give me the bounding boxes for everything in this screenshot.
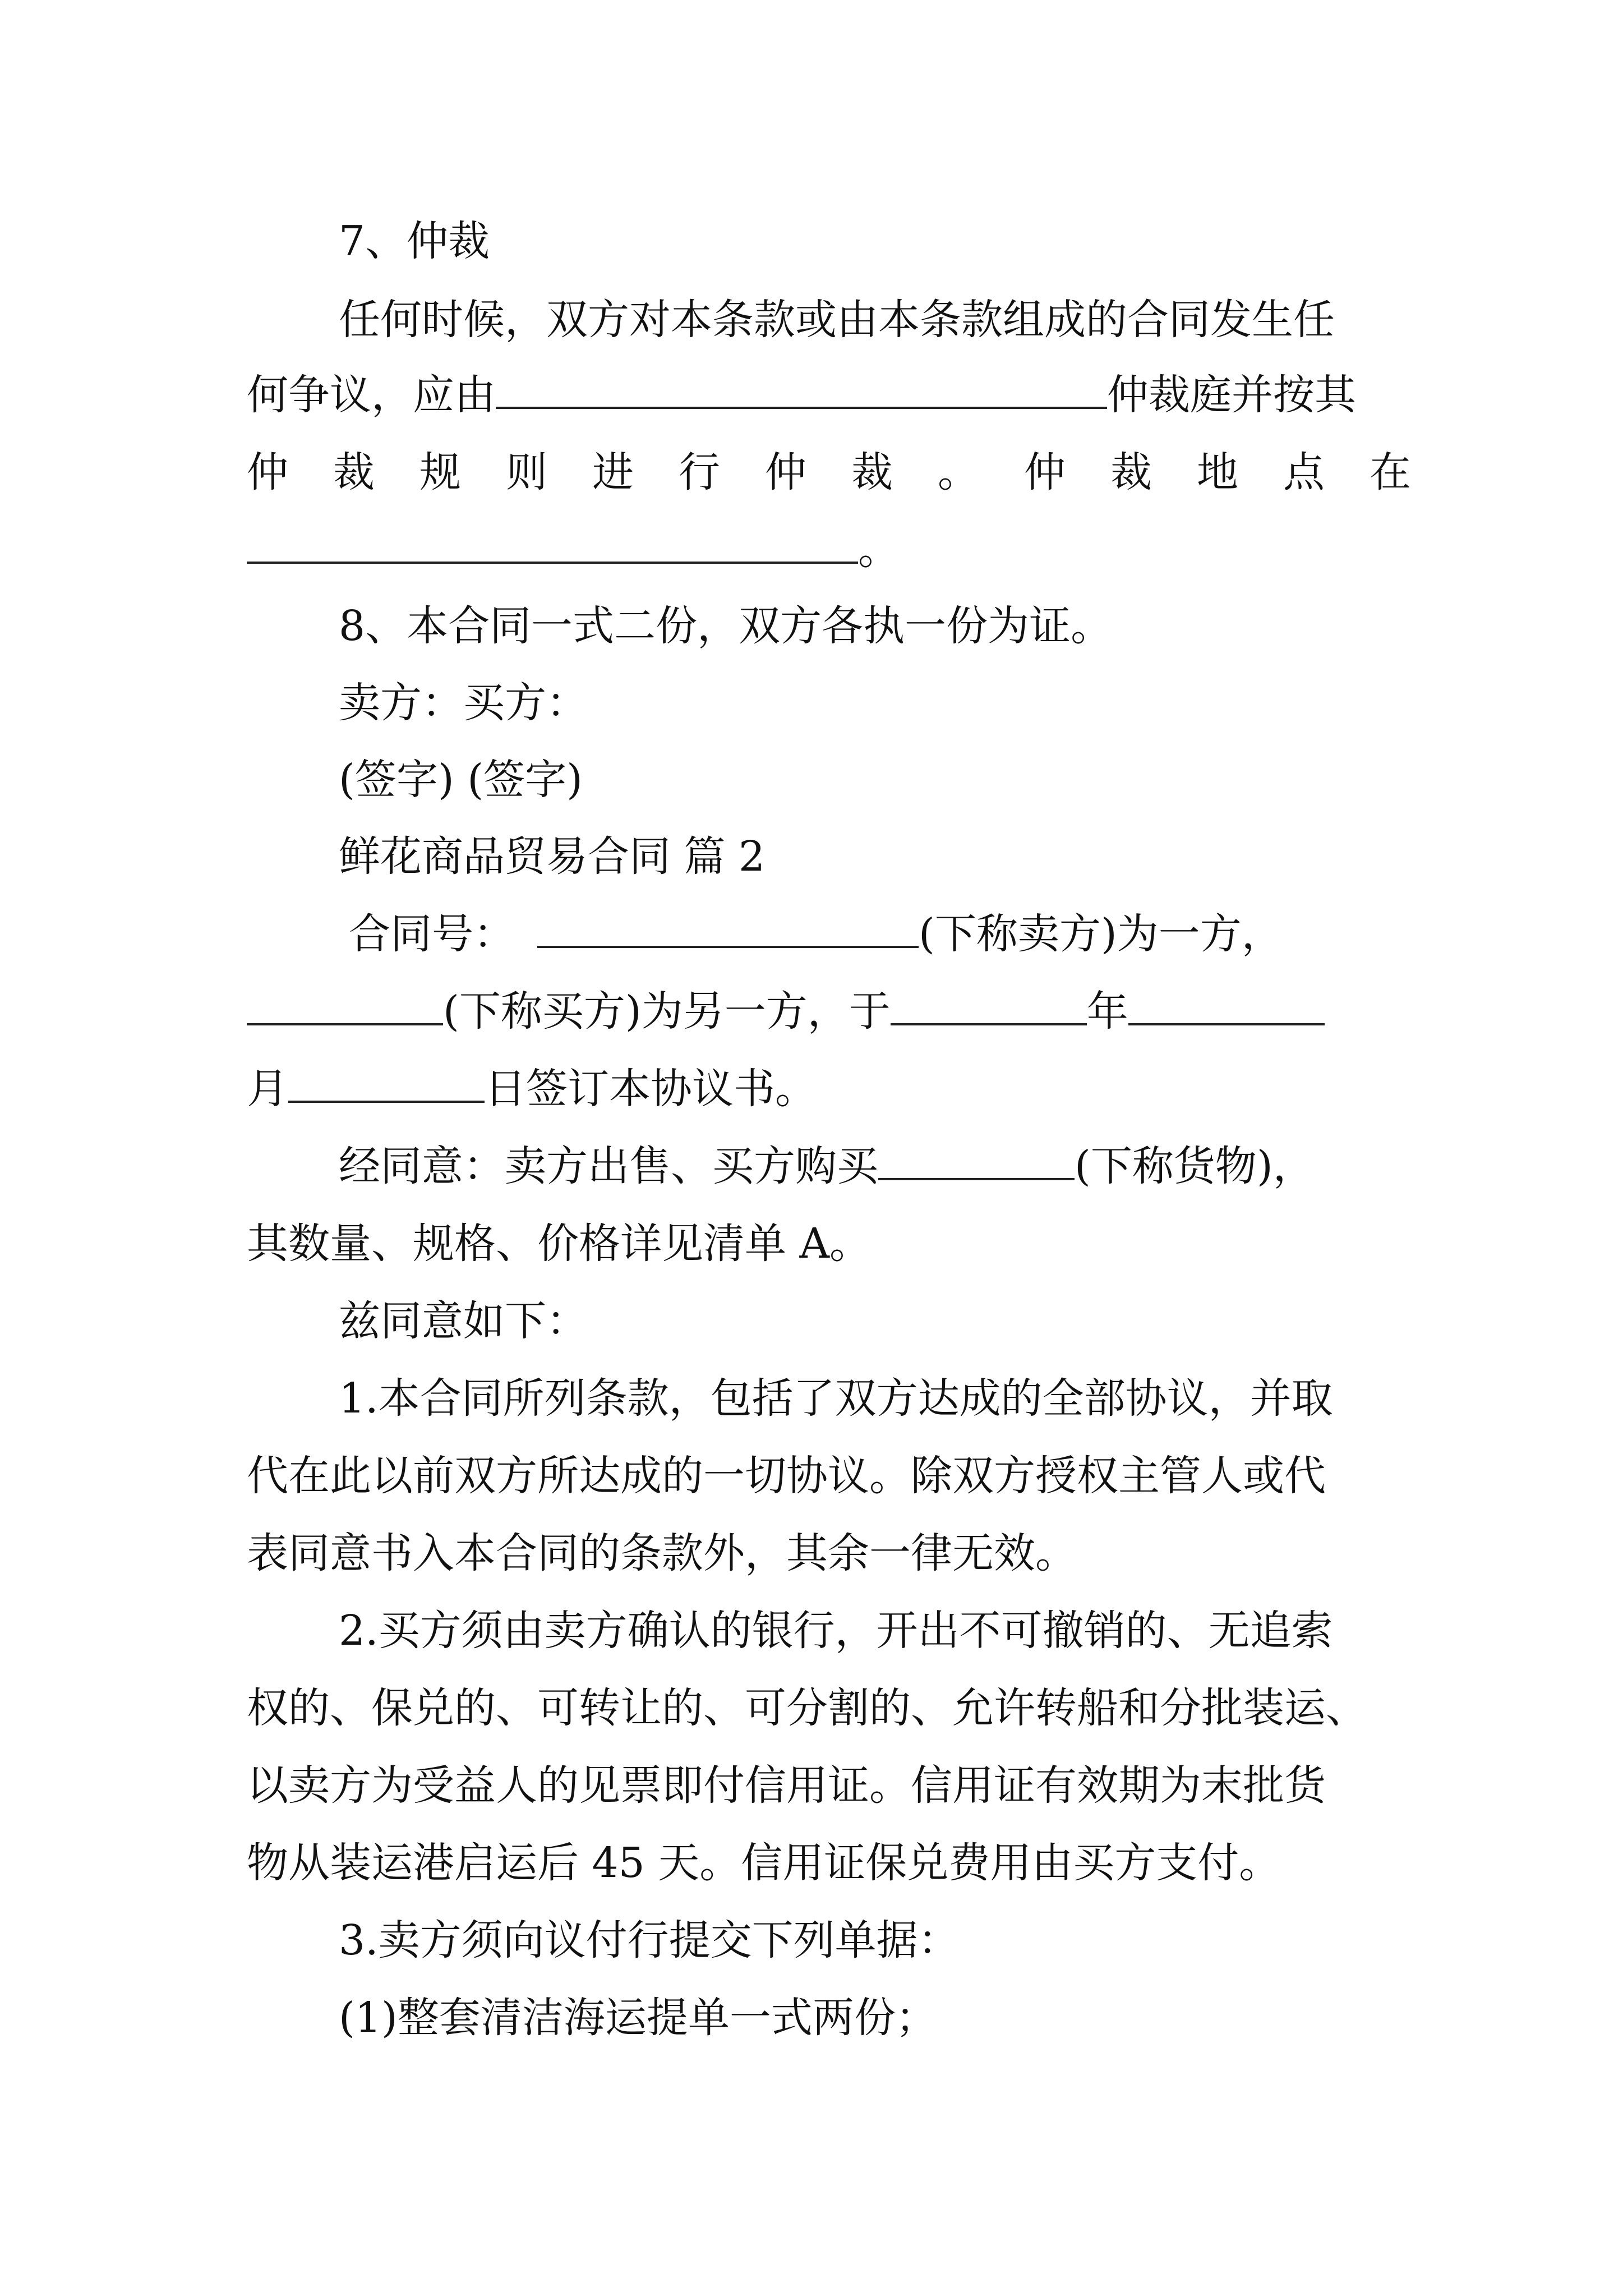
year-label: 年	[1086, 987, 1128, 1036]
arbitration-court-blank	[496, 367, 1107, 409]
agreement-line-2: 其数量、规格、价格详见清单 A。	[247, 1220, 871, 1268]
clause-1-line-1: 1.本合同所列条款，包括了双方达成的全部协议，并取	[339, 1374, 1333, 1423]
hereby-agree: 兹同意如下：	[339, 1297, 588, 1345]
contract-number-line	[349, 906, 1283, 962]
section-7-line-2	[247, 367, 1356, 423]
agreement-text-end: (下称货物)，	[1075, 1142, 1315, 1190]
clause-1-line-2: 代在此以前双方所达成的一切协议。除双方授权主管人或代	[247, 1452, 1326, 1500]
buyer-date-line	[247, 983, 1325, 1039]
section-7-title: 7、仲裁	[339, 217, 490, 265]
goods-blank	[878, 1139, 1075, 1180]
contract-number-label: 合同号：	[349, 910, 515, 958]
clause-2-line-1: 2.买方须由卖方确认的银行，开出不可撤销的、无追索	[339, 1607, 1333, 1655]
clause-1-line-3: 表同意书入本合同的条款外，其余一律无效。	[247, 1529, 1077, 1577]
buyer-text: (下称买方)为另一方，于	[443, 987, 891, 1036]
section-7-line-4-end: 。	[858, 526, 900, 574]
section-7-line-3: 仲裁规则进行仲裁。仲裁地点在	[247, 448, 1456, 496]
month-label: 月	[247, 1065, 288, 1113]
signature-line: (签字) (签字)	[339, 756, 583, 804]
section-8: 8、本合同一式二份，双方各执一份为证。	[339, 602, 1113, 650]
sign-date-line	[247, 1061, 817, 1117]
agreement-text-start: 经同意：卖方出售、买方购买	[339, 1142, 878, 1190]
section-7-line-2-end: 仲裁庭并按其	[1107, 371, 1356, 419]
contract-2-title: 鲜花商品贸易合同 篇 2	[339, 832, 766, 881]
clause-2-line-2: 权的、保兑的、可转让的、可分割的、允许转船和分批装运、	[247, 1684, 1367, 1732]
clause-3-item-1: (1)整套清洁海运提单一式两份；	[339, 1994, 937, 2042]
arbitration-place-blank	[247, 522, 858, 564]
section-7-line-4	[247, 522, 900, 578]
contract-number-blank	[537, 907, 919, 948]
day-blank	[288, 1061, 485, 1103]
parties-line: 卖方：买方：	[339, 679, 588, 727]
agreement-line-1	[339, 1138, 1315, 1194]
clause-2-line-4: 物从装运港启运后 45 天。信用证保兑费用由买方支付。	[247, 1839, 1281, 1887]
year-blank	[891, 984, 1087, 1025]
month-blank	[1128, 984, 1325, 1025]
sign-date-text: 日签订本协议书。	[485, 1065, 817, 1113]
section-7-line-2-start: 何争议，应由	[247, 371, 496, 419]
buyer-blank	[247, 984, 443, 1025]
clause-2-line-3: 以卖方为受益人的见票即付信用证。信用证有效期为末批货	[247, 1761, 1326, 1810]
seller-text: (下称卖方)为一方，	[919, 910, 1283, 958]
section-7-line-1: 任何时候，双方对本条款或由本条款组成的合同发生任	[339, 296, 1335, 344]
clause-3: 3.卖方须向议付行提交下列单据：	[339, 1916, 960, 1964]
